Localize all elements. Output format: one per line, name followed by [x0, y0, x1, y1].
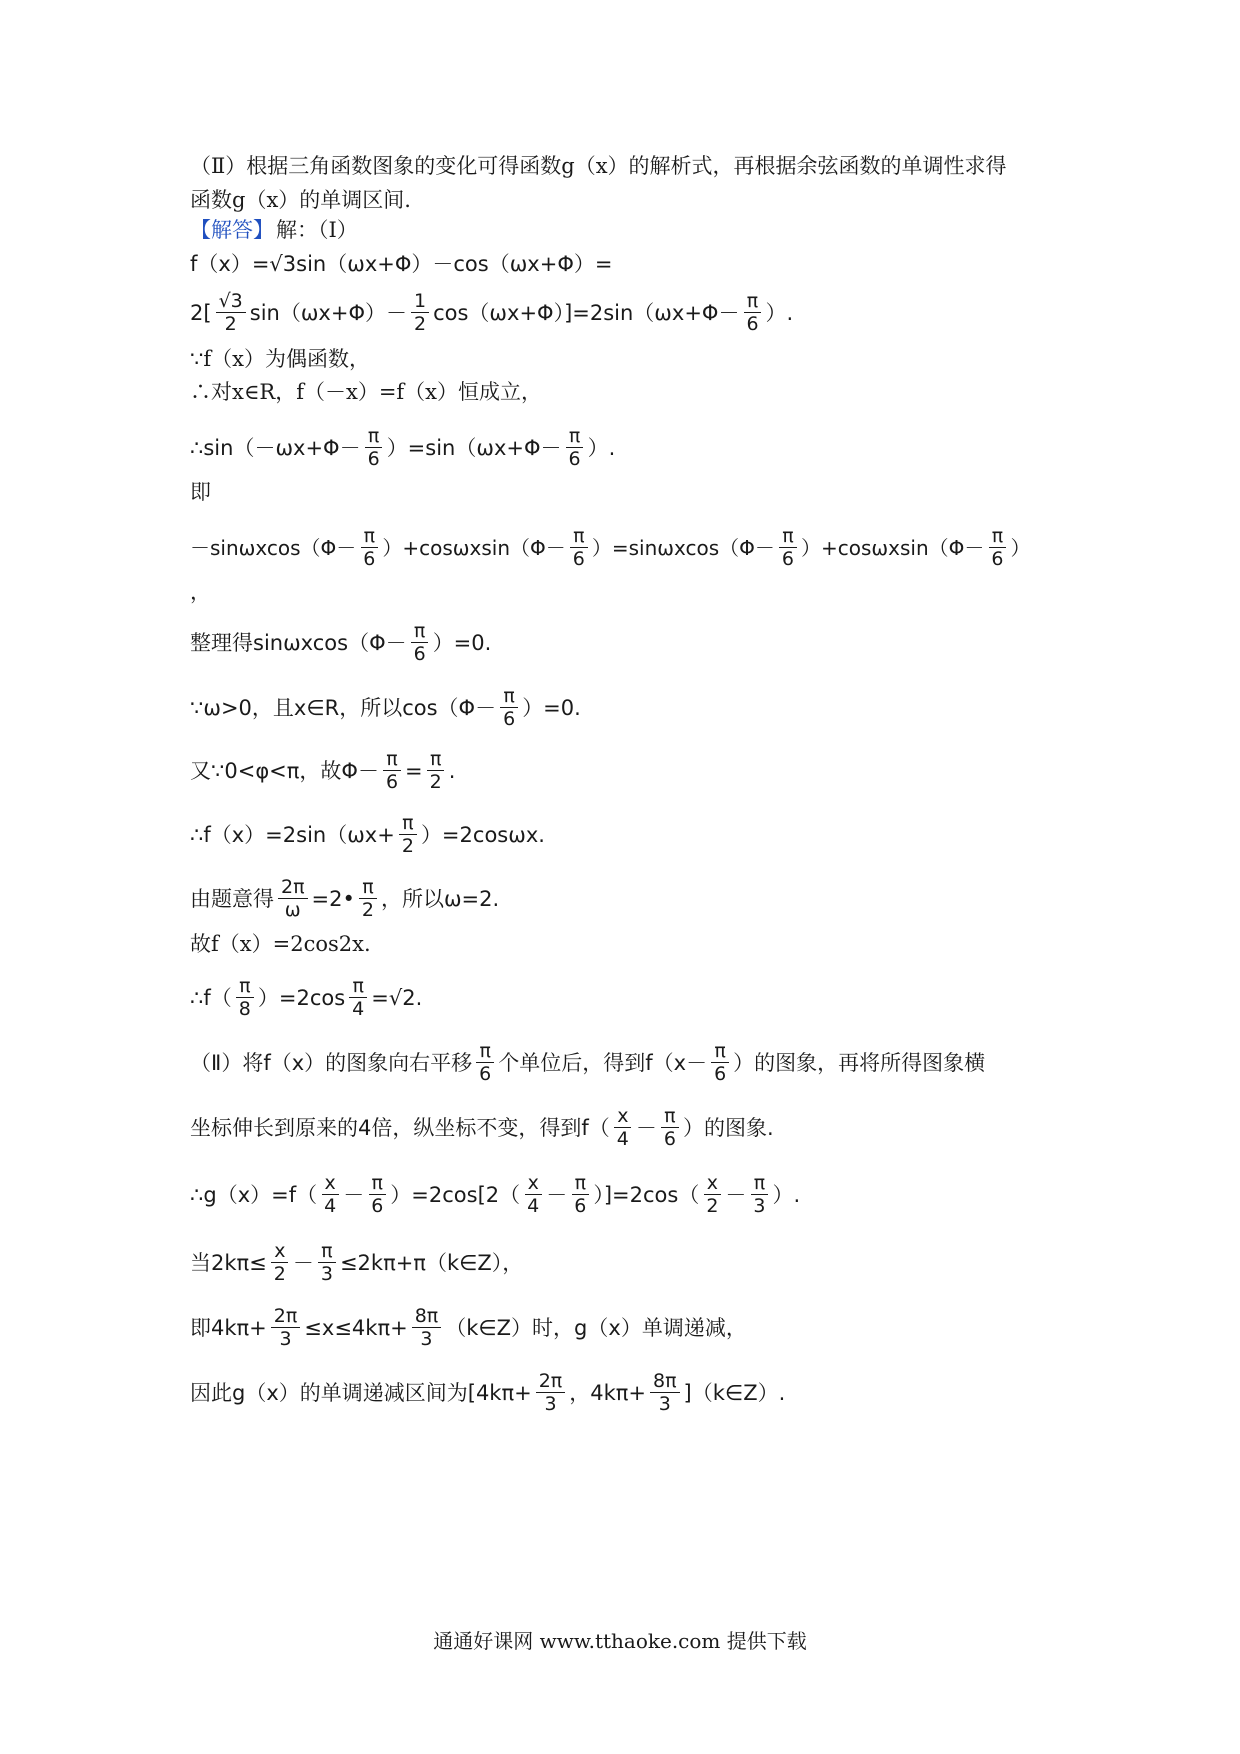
fraction: $\frac{x}{2}$: [271, 1240, 289, 1285]
eq-line: （Ⅱ）将f（x）的图象向右平移 $\frac{\pi}{6}$ 个单位后，得到f（x－ $\frac{\pi}{6}$ ）的图象，再将所得图象横: [190, 1040, 986, 1085]
fraction: $\frac{\pi}{6}$: [383, 748, 401, 793]
fraction: $\frac{√3}{2}$: [216, 290, 246, 335]
fraction: $\frac{\pi}{6}$: [500, 685, 518, 730]
fraction: $\frac{\pi}{6}$: [476, 1040, 494, 1085]
fraction: $\frac{\pi}{6}$: [566, 425, 584, 470]
fraction: $\frac{8\pi}{3}$: [650, 1370, 680, 1415]
eq-line-1: f（x）=√3sin（ωx+Φ）－cos（ωx+Φ）=: [190, 252, 613, 276]
eq-line: 又∵0<φ<π，故Φ－ $\frac{\pi}{6}$ = $\frac{\pi}{2}$ .: [190, 748, 456, 793]
eq-line: 坐标伸长到原来的4倍，纵坐标不变，得到f（ $\frac{x}{4}$ － $\frac{\pi}{6}$ ）的图象.: [190, 1105, 774, 1150]
eq-line: ∴f（x）=2sin（ωx+ $\frac{\pi}{2}$ ）=2cosωx.: [190, 812, 545, 857]
eq-line: 因此g（x）的单调递减区间为[4kπ+ $\frac{2\pi}{3}$ ，4kπ+ $\frac{8\pi}{3}$ ]（k∈Z）.: [190, 1370, 786, 1415]
fraction: $\frac{\pi}{2}$: [399, 812, 417, 857]
fraction: $\frac{\pi}{6}$: [571, 1172, 589, 1217]
fraction: $\frac{\pi}{6}$: [779, 525, 797, 570]
footer-text: 通通好课网 www.tthaoke.com 提供下载: [433, 1629, 807, 1653]
fraction: $\frac{x}{4}$: [524, 1172, 542, 1217]
fraction: $\frac{\pi}{6}$: [570, 525, 588, 570]
fraction: $\frac{\pi}{6}$: [365, 425, 383, 470]
fraction: $\frac{2\pi}{3}$: [271, 1305, 301, 1350]
fraction: $\frac{\pi}{6}$: [368, 1172, 386, 1217]
eq-line: ∴g（x）=f（ $\frac{x}{4}$ － $\frac{\pi}{6}$ ）=2cos[2（ $\frac{x}{4}$ － $\frac{\pi}{6}$ ）]=2cos（ $\frac{x}{2}$ － $\frac{\pi}{3}$ ）.: [190, 1172, 801, 1217]
fraction: $\frac{\pi}{6}$: [411, 620, 429, 665]
eq-line-2: 2[ $\frac{√3}{2}$ sin（ωx+Φ）－ $\frac{1}{2}$ cos（ωx+Φ）]=2sin（ωx+Φ－ $\frac{\pi}{6}$ ）.: [190, 290, 794, 335]
fraction: $\frac{x}{4}$: [614, 1105, 632, 1150]
fraction: $\frac{2\pi}{\omega}$: [278, 876, 308, 921]
eq-line: 即4kπ+ $\frac{2\pi}{3}$ ≤x≤4kπ+ $\frac{8\pi}{3}$ （k∈Z）时，g（x）单调递减，: [190, 1305, 747, 1350]
text-line: ∵f（x）为偶函数，: [190, 347, 370, 371]
fraction: $\frac{\pi}{2}$: [427, 748, 445, 793]
answer-heading: 【解答】 解：（Ⅰ）: [190, 218, 358, 242]
eq-line-long: －sinωxcos（Φ－ $\frac{\pi}{6}$ ）+cosωxsin（Φ－ $\frac{\pi}{6}$ ）=sinωxcos（Φ－ $\frac{\pi}{6}$ ）+cosωxsin（Φ－ $\frac{\pi}{6}$ ）: [190, 525, 1031, 570]
intro-line-2: 函数g（x）的单调区间.: [190, 188, 411, 212]
fraction: $\frac{\pi}{8}$: [236, 975, 254, 1020]
text-line: ，: [190, 580, 211, 604]
fraction: $\frac{\pi}{6}$: [711, 1040, 729, 1085]
fraction: $\frac{x}{4}$: [321, 1172, 339, 1217]
intro-line-1: （Ⅱ）根据三角函数图象的变化可得函数g（x）的解析式，再根据余弦函数的单调性求得: [190, 154, 1007, 178]
fraction: $\frac{\pi}{3}$: [750, 1172, 768, 1217]
fraction: $\frac{\pi}{6}$: [743, 290, 761, 335]
fraction: $\frac{\pi}{3}$: [318, 1240, 336, 1285]
fraction: $\frac{2\pi}{3}$: [536, 1370, 566, 1415]
eq-line: ∴sin（－ωx+Φ－ $\frac{\pi}{6}$ ）=sin（ωx+Φ－ $\frac{\pi}{6}$ ）.: [190, 425, 616, 470]
fraction: $\frac{8\pi}{3}$: [412, 1305, 442, 1350]
eq-line: ∴f（ $\frac{\pi}{8}$ ）=2cos $\frac{\pi}{4}$ =√2.: [190, 975, 423, 1020]
fraction: $\frac{\pi}{6}$: [988, 525, 1006, 570]
eq-line: 由题意得 $\frac{2\pi}{\omega}$ =2• $\frac{\pi}{2}$ ，所以ω=2.: [190, 876, 500, 921]
text-line: 故f（x）=2cos2x.: [190, 932, 371, 956]
fraction: $\frac{1}{2}$: [411, 290, 429, 335]
eq-line: ∵ω>0，且x∈R，所以cos（Φ－ $\frac{\pi}{6}$ ）=0.: [190, 685, 581, 730]
fraction: $\frac{\pi}{4}$: [349, 975, 367, 1020]
answer-tag: 【解答】: [190, 218, 274, 242]
text-line: ∴对x∈R，f（－x）=f（x）恒成立，: [190, 380, 543, 404]
eq-line: 整理得sinωxcos（Φ－ $\frac{\pi}{6}$ ）=0.: [190, 620, 492, 665]
text-line: 即: [190, 480, 211, 504]
fraction: $\frac{\pi}{6}$: [360, 525, 378, 570]
fraction: $\frac{x}{2}$: [703, 1172, 721, 1217]
fraction: $\frac{\pi}{6}$: [661, 1105, 679, 1150]
fraction: $\frac{\pi}{2}$: [359, 876, 377, 921]
eq-line: 当2kπ≤ $\frac{x}{2}$ － $\frac{\pi}{3}$ ≤2kπ+π（k∈Z），: [190, 1240, 524, 1285]
